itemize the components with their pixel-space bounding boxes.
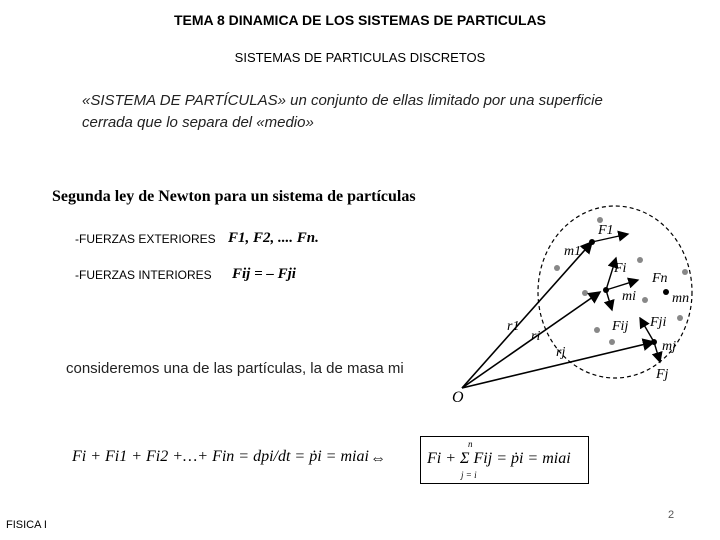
label-mn: mn bbox=[672, 291, 690, 306]
label-Fn: Fn bbox=[652, 271, 668, 286]
label-r1: r1 bbox=[507, 319, 520, 334]
particle-mj bbox=[651, 339, 657, 345]
newton-equation: Fi + Fi1 + Fi2 +…+ Fin = dpi/dt = ṗi = miai bbox=[72, 448, 369, 465]
vector-r1 bbox=[462, 242, 592, 388]
label-Fij: Fij bbox=[612, 319, 629, 334]
external-forces-label: -FUERZAS EXTERIORES bbox=[75, 232, 216, 246]
sum-lower-limit: j = i bbox=[461, 470, 477, 480]
section-heading: Segunda ley de Newton para un sistema de partículas bbox=[52, 188, 416, 205]
internal-forces-formula: Fij = – Fji bbox=[232, 266, 296, 282]
label-Fj: Fj bbox=[656, 367, 669, 382]
label-mj: mj bbox=[662, 339, 676, 354]
footer-course: FISICA I bbox=[6, 519, 47, 531]
page-subtitle: SISTEMAS DE PARTICULAS DISCRETOS bbox=[234, 50, 486, 65]
label-ri: ri bbox=[531, 329, 541, 344]
origin-label: O bbox=[452, 389, 464, 406]
equivalence-symbol: ⇔ bbox=[370, 450, 386, 467]
label-mi: mi bbox=[622, 289, 636, 304]
external-forces-formula: F1, F2, .... Fn. bbox=[228, 230, 319, 246]
label-F1: F1 bbox=[598, 223, 614, 238]
force-Fj bbox=[654, 342, 660, 362]
particle-m1 bbox=[589, 239, 595, 245]
internal-forces-label: -FUERZAS INTERIORES bbox=[75, 268, 212, 282]
sum-upper-limit: n bbox=[468, 439, 473, 449]
consider-text: consideremos una de las partículas, la de masa mi bbox=[66, 360, 404, 377]
particle-mn bbox=[663, 289, 669, 295]
label-m1: m1 bbox=[564, 244, 582, 259]
label-Fi: Fi bbox=[614, 261, 627, 276]
label-Fji: Fji bbox=[650, 315, 667, 330]
page-number: 2 bbox=[668, 509, 675, 521]
label-rj: rj bbox=[556, 345, 566, 360]
particle-mi bbox=[603, 287, 609, 293]
summation-equation: Fi + Σ Fij = ṗi = miai bbox=[427, 450, 571, 467]
force-Fij bbox=[606, 290, 612, 310]
definition-text: «SISTEMA DE PARTÍCULAS» un conjunto de ellas limitado por una superficie cerrada que lo separa del «medio» bbox=[82, 92, 603, 131]
page-title: TEMA 8 DINAMICA DE LOS SISTEMAS DE PARTICULAS bbox=[173, 12, 547, 28]
